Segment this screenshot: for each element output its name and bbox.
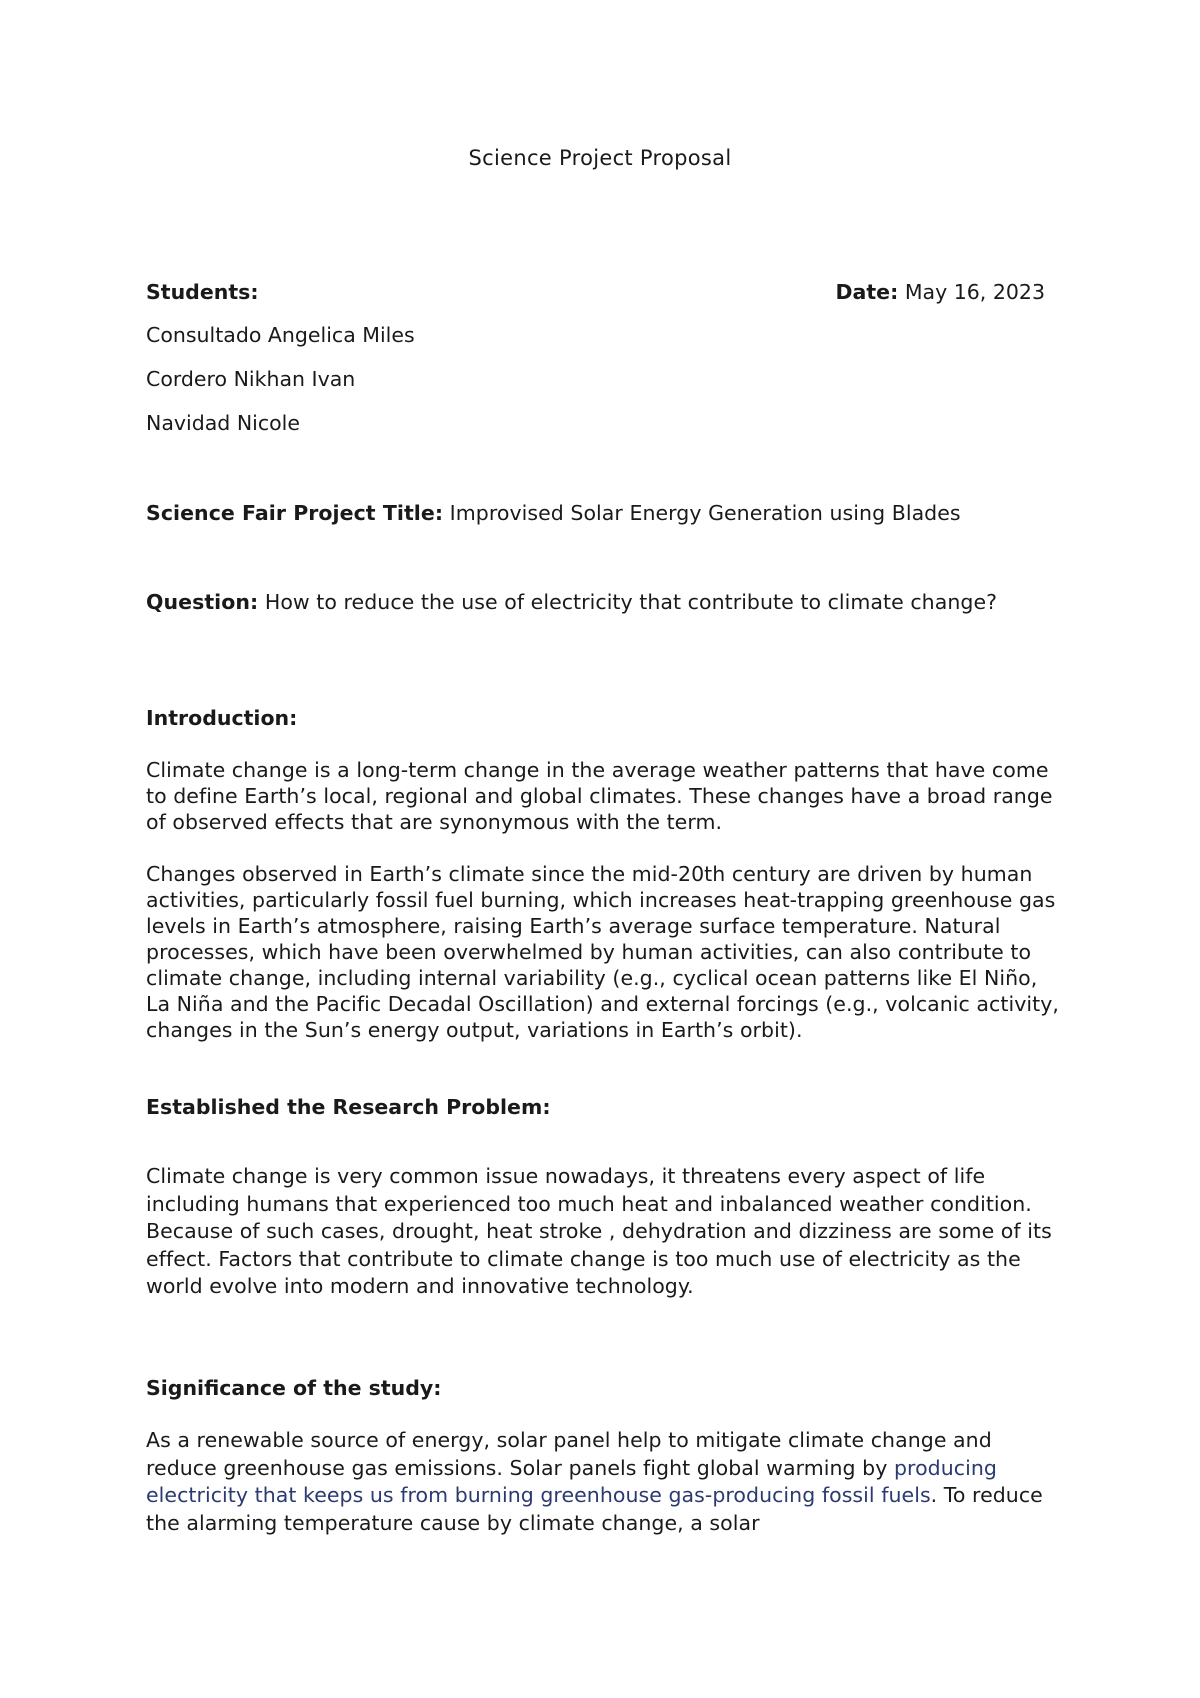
introduction-paragraph-1: Climate change is a long-term change in the average weather patterns that have come to define Earth’s local, regional and global climates. These changes have a broad range of observed effects that are synonymous with the term. [146, 758, 1053, 834]
research-problem-heading: Established the Research Problem: [146, 1095, 551, 1119]
introduction-paragraph-2: Changes observed in Earth’s climate since the mid-20th century are driven by human activities, particularly fossil fuel burning, which increases heat-trapping greenhouse gas levels in Earth’s atmosphere, raising Earth’s average surface temperature. Natural processes, which have been overwhelmed by human activities, can also contribute to climate change, including internal variability (e.g., cyclical ocean patterns like El Niño, La Niña and the Pacific Decadal Oscillation) and external forcings (e.g., volcanic activity, changes in the Sun’s energy output, variations in Earth’s orbit). [146, 862, 1059, 1042]
research-problem-paragraph: Climate change is very common issue nowadays, it threatens every aspect of life including humans that experienced too much heat and inbalanced weather condition. Because of such cases, drought, heat stroke , dehydration and dizziness are some of its effect. Factors that contribute to climate change is too much use of electricity as the world evolve into modern and innovative technology. [146, 1164, 1052, 1298]
date-value: May 16, 2023 [898, 280, 1045, 304]
significance-text-end: . To reduce the alarming temperature cause by climate change, a solar [146, 1483, 1043, 1535]
significance-heading: Significance of the study: [146, 1376, 442, 1400]
introduction-heading: Introduction: [146, 706, 298, 730]
date-line [836, 279, 1045, 305]
significance-link-text[interactable]: producing electricity that keeps us from burning greenhouse gas-producing fossil fuels [146, 1455, 997, 1507]
project-title-label: Science Fair Project Title: [146, 501, 444, 525]
document-title: Science Project Proposal [468, 146, 732, 170]
significance-paragraph [146, 1427, 1061, 1537]
question-value: How to reduce the use of electricity that contribute to climate change? [258, 590, 998, 614]
student-name: Navidad Nicole [146, 411, 300, 435]
date-label: Date: [835, 280, 899, 304]
project-title-value: Improvised Solar Energy Generation using Blades [443, 501, 961, 525]
question-line [146, 589, 1061, 615]
student-name: Cordero Nikhan Ivan [146, 367, 356, 391]
student-name: Consultado Angelica Miles [146, 323, 415, 347]
significance-text-start: As a renewable source of energy, solar panel help to mitigate climate change and reduce greenhouse gas emissions. Solar panels fight global warming by [146, 1428, 992, 1480]
question-label: Question: [146, 590, 259, 614]
project-title-line [146, 500, 1061, 526]
students-label: Students: [146, 280, 259, 304]
